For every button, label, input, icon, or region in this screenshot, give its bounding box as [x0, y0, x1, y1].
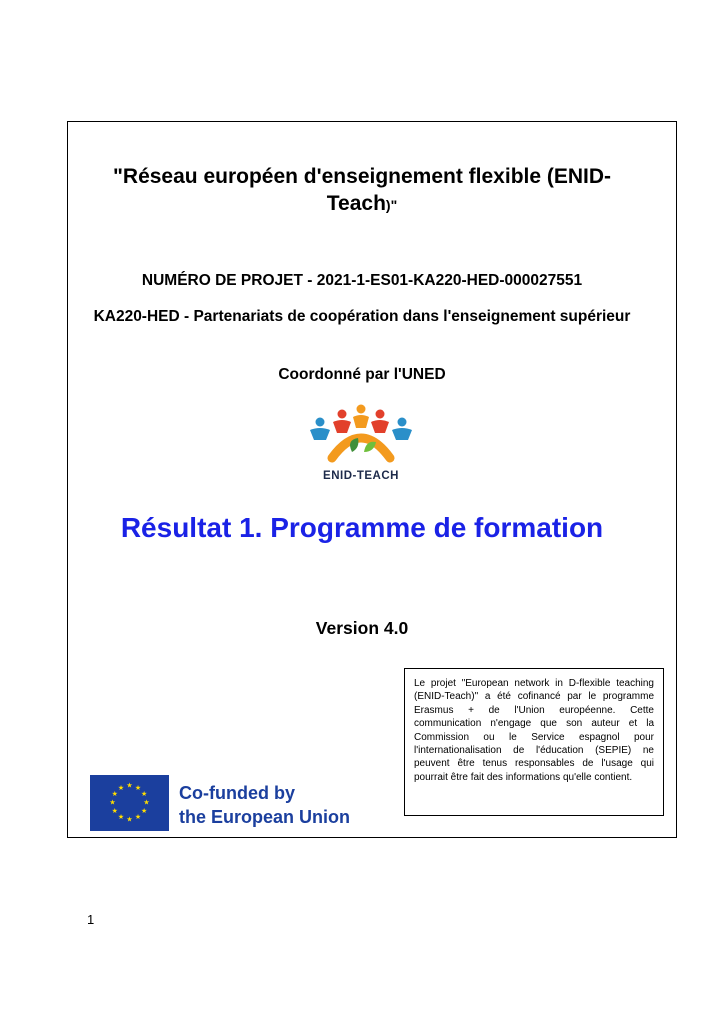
svg-text:★: ★ — [126, 815, 133, 824]
eu-cofunded-text — [179, 781, 350, 829]
svg-text:★: ★ — [109, 798, 116, 807]
title-suffix: )" — [385, 197, 398, 213]
coordination: Coordonné par l'UNED — [278, 366, 446, 383]
project-number: NUMÉRO DE PROJET - 2021-1-ES01-KA220-HED-000027551 — [141, 272, 583, 289]
svg-text:★: ★ — [143, 798, 150, 807]
disclaimer-box: Le projet "European network in D-flexible teaching (ENID-Teach)" a été cofinancé par le programme Erasmus + de l'Union européenne. Cette communication n'engage que son auteur et la Commission ou le Service espagnol pour l'internationalisation de l'éducation (SEPIE) ne peuvent être tenus responsables de l'usage qui pourrait être fait des informations qu'elle contient. — [404, 668, 664, 816]
eu-line-2: the European Union — [179, 807, 350, 827]
version-label: Version 4.0 — [315, 618, 409, 638]
title-line-1: "Réseau européen d'enseignement flexible (ENID- — [112, 165, 612, 188]
project-type: KA220-HED - Partenariats de coopération dans l'enseignement supérieur — [93, 308, 631, 325]
document-title — [80, 163, 644, 219]
svg-text:★: ★ — [141, 790, 148, 798]
svg-text:★: ★ — [134, 783, 142, 792]
title-line-2: Teach — [326, 192, 386, 215]
svg-text:★: ★ — [126, 781, 133, 790]
svg-text:★: ★ — [117, 813, 125, 822]
logo-label: ENID-TEACH — [323, 470, 399, 482]
svg-text:★: ★ — [111, 790, 118, 798]
page-number: 1 — [87, 912, 95, 927]
svg-text:★: ★ — [134, 813, 142, 822]
result-title: Résultat 1. Programme de formation — [120, 512, 604, 543]
eu-flag-icon — [90, 775, 169, 831]
svg-text:★: ★ — [141, 807, 148, 815]
eu-line-1: Co-funded by — [179, 783, 295, 803]
svg-text:★: ★ — [117, 783, 125, 792]
svg-text:★: ★ — [111, 807, 118, 815]
